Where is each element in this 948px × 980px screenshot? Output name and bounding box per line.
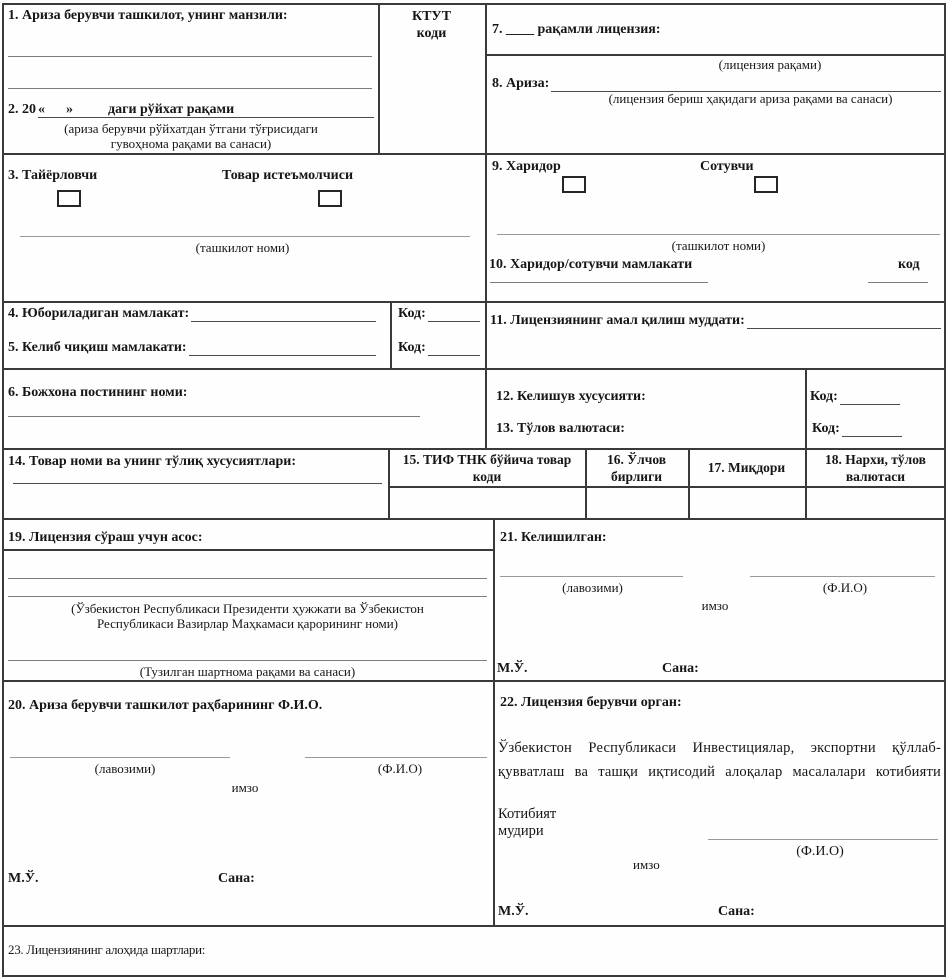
section-5-field[interactable] [8,338,376,356]
section-4-code-field[interactable] [398,304,480,322]
section-5-code-field[interactable] [398,338,480,356]
section-20-date-label: Сана: [218,871,255,886]
section-1-label: 1. Ариза берувчи ташкилот, унинг манзили: [8,8,288,23]
section-2-registration-field[interactable] [8,102,374,118]
head-fio-line[interactable] [305,757,487,758]
grid-line [388,486,946,488]
grid-line [2,153,946,155]
licensing-authority-text: Ўзбекистон Республикаси Инвестициялар, экспортни қўллаб-қувватлаш ва ташқи иқтисодий алоқалар масалалари котибияти [498,740,941,780]
section-20-position-caption: (лавозими) [94,761,156,776]
section-7-label: 7. ____ рақамли лицензия: [492,22,661,37]
section-8-label: 8. Ариза: [492,75,550,91]
section-4-field[interactable] [8,304,376,322]
section-11-label: 11. Лицензиянинг амал қилиш муддати: [490,312,745,328]
section-5-code-label: Код: [398,339,426,355]
section-20-signature-caption: имзо [231,780,259,795]
section-21-position-caption: (лавозими) [562,580,623,595]
section-23-label: 23. Лицензиянинг алоҳида шартлари: [8,942,206,957]
section-9-seller-label: Сотувчи [700,159,754,174]
organization-name-line[interactable] [20,236,470,237]
grid-line [2,518,946,520]
section-6-label: 6. Божхона постининг номи: [8,385,188,400]
section-3-manufacturer-label: 3. Тайёрловчи [8,168,98,183]
authority-fio-line[interactable] [708,839,938,840]
grid-line [485,3,487,448]
currency-code-line[interactable] [842,419,902,437]
section-22-head-title-line1: Котибият [498,806,557,822]
section-13-label: 13. Тўлов валютаси: [496,421,625,436]
section-2-caption-2: гувоҳнома рақами ва санаси) [110,136,272,151]
section-22-stamp-label: М.Ў. [498,904,529,919]
goods-name-line[interactable] [13,483,382,484]
section-14-label: 14. Товар номи ва унинг тўлиқ хусусиятлари: [8,454,296,469]
section-10-label: 10. Харидор/сотувчи мамлакати [489,257,693,272]
applicant-address-line-1[interactable] [8,56,372,57]
section-22-signature-caption: имзо [633,857,660,872]
basis-line-1[interactable] [8,578,487,579]
seller-checkbox[interactable] [754,176,778,193]
ktut-code-label-line2: коди [416,26,447,41]
grid-line [493,518,495,925]
agreed-position-line[interactable] [500,576,683,577]
section-19-label: 19. Лицензия сўраш учун асос: [8,530,203,545]
section-20-fio-caption: (Ф.И.О) [377,761,423,776]
consumer-checkbox[interactable] [318,190,342,207]
grid-line [2,680,946,682]
applicant-address-line-2[interactable] [8,88,372,89]
origin-code-line[interactable] [428,338,480,356]
section-22-head-title-line2: мудири [498,823,544,839]
section-12-code-field[interactable] [810,387,900,405]
contract-line[interactable] [8,660,487,661]
section-8-application-field[interactable] [492,74,941,92]
grid-line [805,368,807,518]
grid-line [485,54,946,56]
grid-line [388,448,390,518]
section-22-label: 22. Лицензия берувчи орган: [500,695,682,710]
grid-line [2,975,946,977]
ktut-code-label-line1: КТУТ [411,9,452,24]
section-19-caption-2: Республикаси Вазирлар Маҳкамаси қарорининг номи) [97,616,398,631]
section-10-code-label: код [898,257,920,272]
section-18-header: 18. Нархи, тўлов валютаси [825,452,926,484]
section-19-caption-3: (Тузилган шартнома рақами ва санаси) [139,664,356,679]
agreement-code-line[interactable] [840,387,900,405]
grid-line [2,549,493,551]
section-8-caption: (лицензия бериш ҳақидаги ариза рақами ва санаси) [608,91,893,106]
grid-line [2,925,946,927]
section-5-label: 5. Келиб чиқиш мамлакати: [8,339,187,355]
section-11-field[interactable] [490,311,941,329]
registration-number-line[interactable]: « » даги рўйхат рақами [38,102,374,118]
section-20-stamp-label: М.Ў. [8,871,39,886]
organization-name-line[interactable] [497,234,940,235]
origin-country-line[interactable] [189,338,376,356]
destination-country-line[interactable] [191,304,376,322]
buyer-checkbox[interactable] [562,176,586,193]
section-3-consumer-label: Товар истеъмолчиси [222,168,354,183]
application-number-line[interactable] [551,74,941,92]
section-21-signature-caption: имзо [701,598,729,613]
section-19-caption-1: (Ўзбекистон Республикаси Президенти ҳужжати ва Ўзбекистон [71,601,424,616]
section-7-caption: (лицензия рақами) [718,57,822,72]
country-code-line[interactable] [868,282,928,283]
section-21-label: 21. Келишилган: [500,530,607,545]
head-position-line[interactable] [10,757,230,758]
manufacturer-checkbox[interactable] [57,190,81,207]
section-20-label: 20. Ариза берувчи ташкилот раҳбарининг Ф.И.О. [8,698,323,713]
section-2-prefix: 2. 20 [8,102,36,117]
grid-line [390,301,392,368]
section-17-header: 17. Миқдори [707,460,786,475]
section-16-header: 16. Ўлчов бирлиги [606,452,667,484]
section-13-code-field[interactable] [812,419,902,437]
section-12-label: 12. Келишув хусусияти: [496,389,646,404]
grid-line [688,448,690,518]
grid-line [2,301,946,303]
section-21-fio-caption: (Ф.И.О) [822,580,868,595]
basis-line-2[interactable] [8,596,487,597]
section-2-caption-1: (ариза берувчи рўйхатдан ўтгани тўғрисидаги [64,121,318,136]
country-line[interactable] [490,282,708,283]
section-4-code-label: Код: [398,305,426,321]
section-21-date-label: Сана: [662,661,699,676]
section-22-date-label: Сана: [718,904,755,919]
section-21-stamp-label: М.Ў. [497,661,528,676]
section-22-fio-caption: (Ф.И.О) [796,844,844,859]
destination-code-line[interactable] [428,304,480,322]
agreed-fio-line[interactable] [750,576,935,577]
section-12-code-label: Код: [810,388,838,404]
customs-post-line[interactable] [8,416,420,417]
section-15-header: 15. ТИФ ТНК бўйича товар коди [402,452,572,484]
section-3-caption: (ташкилот номи) [195,240,290,255]
grid-line [2,3,946,5]
grid-line [944,3,946,977]
section-9-buyer-label: 9. Харидор [492,159,561,174]
section-13-code-label: Код: [812,420,840,436]
section-9-caption: (ташкилот номи) [671,238,766,253]
section-4-label: 4. Юбориладиган мамлакат: [8,305,190,321]
license-validity-line[interactable] [747,311,941,329]
